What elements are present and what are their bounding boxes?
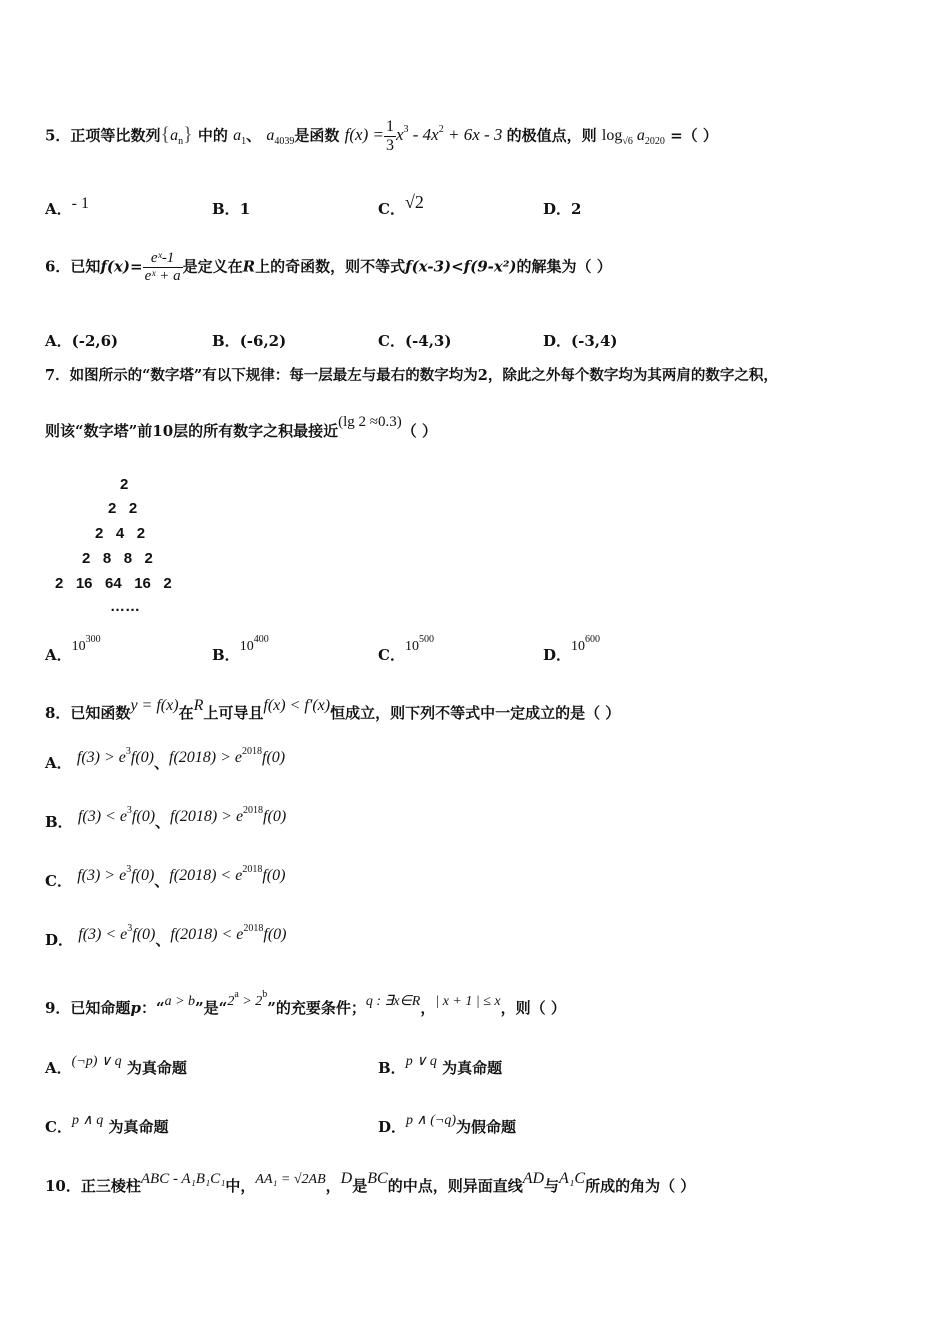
q8-cond: f(x) < f′(x)	[263, 697, 331, 714]
question-8: 8．已知函数y = f(x)在R上可导且f(x) < f′(x)恒成立，则下列不等式中一定成立的是（ ）	[45, 697, 621, 722]
q5-text-c: 、	[246, 126, 262, 145]
question-10: 10．正三棱柱ABC - A₁B₁C₁中，AA₁ = √2AB，D是BC的中点，则异面直线AD与A₁C所成的角为（ ）	[45, 1170, 696, 1195]
q6-fx: f(x)=	[100, 257, 143, 276]
q9-option-b[interactable]: B．p ∨ q 为真命题	[378, 1054, 503, 1077]
q6-text-b: 是定义在	[182, 257, 243, 276]
q5-text-f: =（ ）	[670, 126, 718, 145]
number-tower-row-4: 2 8 8 2	[82, 550, 153, 567]
q6-option-c[interactable]: C．(-4,3)	[378, 332, 452, 350]
question-5	[45, 118, 718, 155]
q5-function: f(x) = $\frac{1}{3}$ $x^3 - 4x^2 + 6x - 3$	[344, 118, 503, 154]
question-6	[45, 250, 612, 285]
number-tower-row-1: 2	[120, 476, 129, 493]
q9-option-d[interactable]: D．p ∧ (¬q)为假命题	[378, 1113, 517, 1136]
question-9: 9．已知命题p：“a > b”是“$2^a > 2^b$”的充要条件；q : ∃x∈R，| x + 1 | ≤ x，则（ ）	[45, 989, 566, 1017]
number-tower-row-5: 2 16 64 16 2	[55, 575, 172, 592]
q8-R: R	[193, 697, 204, 714]
q5-option-a[interactable]: A．- 1	[45, 195, 89, 218]
q8-option-c[interactable]: C． $f(3) > e^3f(0)$、$f(2018) < e^{2018}f(0)$	[45, 864, 286, 890]
q5-text-b: 中的	[197, 126, 228, 145]
brace-left: {	[160, 123, 171, 146]
number-tower-row-3: 2 4 2	[95, 525, 146, 542]
q6-option-a[interactable]: A．(-2,6)	[45, 332, 119, 350]
q9-option-c[interactable]: C．p ∧ q 为真命题	[45, 1113, 169, 1136]
question-7-line2: 则该“数字塔”前10层的所有数字之积最接近(lg 2 ≈0.3)（ ）	[45, 414, 438, 440]
q7-option-c[interactable]: C．$10^{500}$	[378, 634, 434, 664]
q5-option-b[interactable]: B．1	[212, 200, 251, 218]
q7-hint: (lg 2 ≈0.3)	[338, 414, 402, 430]
q5-a1: $a_1$	[233, 127, 247, 148]
q7-option-b[interactable]: B．$10^{400}$	[212, 634, 269, 664]
q5-text-d: 是函数	[294, 126, 340, 145]
q5-a4039: $a_{4039}$	[266, 127, 295, 148]
q6-text-d: 的解集为（ ）	[516, 257, 612, 276]
number-tower-row-6: ……	[110, 598, 140, 615]
q6-R: R	[242, 257, 256, 276]
q8-option-d[interactable]: D． $f(3) < e^3f(0)$、$f(2018) < e^{2018}f(0)$	[45, 923, 287, 949]
question-7-line1: 7．如图所示的“数字塔”有以下规律：每一层最左与最右的数字均为2，除此之外每个数字均为其两肩的数字之积，	[45, 367, 778, 384]
q6-text-c: 上的奇函数，则不等式	[255, 257, 406, 276]
q6-text-a: 6．已知	[45, 257, 101, 276]
q5-option-d[interactable]: D．2	[543, 200, 582, 218]
q6-option-b[interactable]: B．(-6,2)	[212, 332, 287, 350]
q5-text-e: 的极值点，则	[506, 126, 597, 145]
q7-option-a[interactable]: A．$10^{300}$	[45, 634, 101, 664]
q7-option-d[interactable]: D．$10^{600}$	[543, 634, 601, 664]
q6-option-d[interactable]: D．(-3,4)	[543, 332, 618, 350]
q5-option-c[interactable]: C．√2	[378, 192, 424, 218]
q5-text: 5．正项等比数列	[45, 126, 161, 145]
q8-option-a[interactable]: A． $f(3) > e^3f(0)$、$f(2018) > e^{2018}f(0)$	[45, 746, 286, 772]
brace-right: }	[183, 123, 193, 146]
q8-func: y = f(x)	[130, 697, 179, 714]
q6-fraction: $\frac{\text{eˣ-1}}{\text{eˣ + a}}$	[144, 250, 181, 284]
q5-log: $\log_{√6} a_{2020}$	[601, 127, 665, 148]
q6-ineq: f(x-3)<f(9-x²)	[405, 257, 517, 276]
number-tower-row-2: 2 2	[108, 500, 138, 517]
q5-an: $a_n$	[170, 127, 184, 148]
q8-option-b[interactable]: B． $f(3) < e^3f(0)$、$f(2018) > e^{2018}f(0)$	[45, 805, 287, 831]
q9-option-a[interactable]: A．(¬p) ∨ q 为真命题	[45, 1054, 187, 1077]
